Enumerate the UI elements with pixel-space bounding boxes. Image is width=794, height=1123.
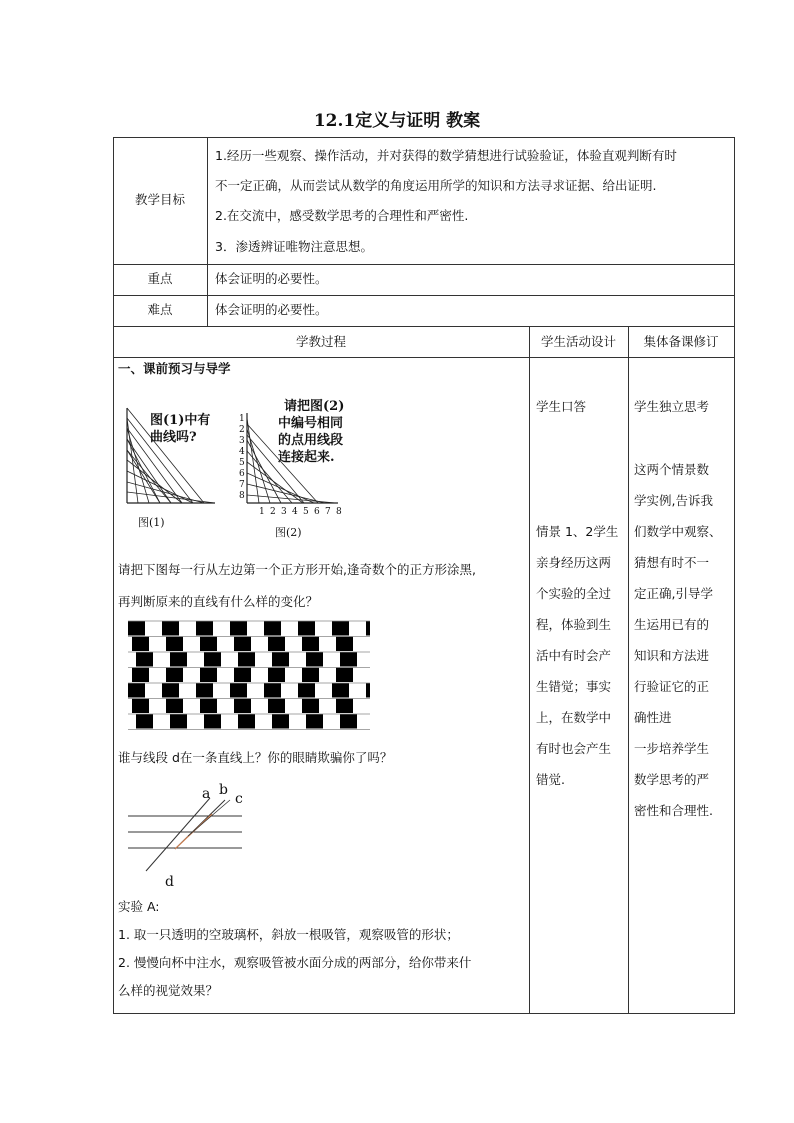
fig1-text-line2: 曲线吗? [150,430,197,445]
fig1-caption: 图(1) [138,516,165,529]
cafe-tile [162,683,179,698]
instruction-line: 请把下图每一行从左边第一个正方形开始,逢奇数个的正方形涂黑, [118,562,476,577]
svg-text:2: 2 [239,425,245,435]
line-illusion-figure [120,778,260,893]
difficulty-label: 难点 [147,302,173,317]
cafe-tile [234,668,251,683]
fig2-text-line1: 请把图(2) [284,399,345,414]
cafe-tile [268,637,285,652]
header-revision: 集体备课修订 [643,334,719,349]
svg-text:7: 7 [325,507,331,517]
cafe-tile [264,621,281,636]
fig2-text-line3: 的点用线段 [278,433,344,448]
question-line: 谁与线段 d在一条直线上？你的眼睛欺骗你了吗？ [118,750,393,765]
svg-text:8: 8 [239,491,245,501]
cafe-tile [234,699,251,714]
svg-text:1: 1 [239,414,245,424]
cafe-tile [196,621,213,636]
cafe-tile [196,683,213,698]
cafe-tile [238,652,255,667]
cafe-tile [200,668,217,683]
cafe-tile [272,714,289,729]
experiment-step: 么样的视觉效果？ [118,983,219,998]
cafe-tile [302,699,319,714]
cafe-tile [136,714,153,729]
cafe-tile [306,714,323,729]
cafe-tile [298,621,315,636]
objective-line: 不一定正确，从而尝试从数学的角度运用所学的知识和方法寻求证据、给出证明. [215,178,657,193]
cafe-tile [136,652,153,667]
svg-text:5: 5 [303,507,309,517]
cafe-tile [162,621,179,636]
svg-text:6: 6 [239,469,245,479]
objective-line: 3．渗透辨证唯物注意思想。 [215,239,373,254]
cafe-tile [366,621,370,636]
revision-text: 这两个情景数 学实例,告诉我 们数学中观察、 猜想有时不一 定正确,引导学 生运用已有的 知识和方法进 行验证它的正 确性进 一步培养学生 数学思考的严 密性和合理性. [634,462,722,818]
cafe-tile [336,637,353,652]
difficulty-value: 体会证明的必要性。 [215,302,328,317]
section-heading: 一、课前预习与导学 [118,361,231,376]
fig2-caption: 图(2) [275,526,302,538]
cafe-tile [200,637,217,652]
svg-text:7: 7 [239,480,245,490]
experiment-step: 1. 取一只透明的空玻璃杯，斜放一根吸管，观察吸管的形状； [118,927,459,942]
cafe-tile [298,683,315,698]
key-point-value: 体会证明的必要性。 [215,271,328,286]
cafe-tile [166,699,183,714]
cafe-tile [340,652,357,667]
cafe-tile [132,668,149,683]
cafe-tile [204,652,221,667]
cafe-tile [302,637,319,652]
cafe-tile [132,637,149,652]
objective-line: 2.在交流中，感受数学思考的合理性和严密性. [215,208,469,223]
cafe-tile [230,621,247,636]
svg-text:3: 3 [239,436,245,446]
cafe-tile [234,637,251,652]
svg-text:4: 4 [292,507,298,517]
svg-text:2: 2 [270,507,276,517]
svg-text:5: 5 [239,458,245,468]
cafe-tile [366,683,370,698]
cafe-tile [268,668,285,683]
cafe-tile [204,714,221,729]
cafe-tile [332,621,349,636]
cafe-tile [306,652,323,667]
svg-text:1: 1 [259,507,265,517]
label-b: b [219,782,228,798]
cafe-tile [200,699,217,714]
cafe-tile [302,668,319,683]
objectives-label: 教学目标 [134,192,185,207]
cafe-tile [170,652,187,667]
objective-line: 1.经历一些观察、操作活动，并对获得的数学猜想进行试验验证，体验直观判断有时 [215,148,677,163]
cafe-tile [272,652,289,667]
experiment-title: 实验 A: [118,899,160,914]
svg-text:4: 4 [239,447,245,457]
fig2-text-line4: 连接起来. [278,450,335,465]
cafe-tile [128,683,145,698]
header-activity: 学生活动设计 [540,334,616,349]
label-c: c [235,791,243,807]
cafe-tile [336,699,353,714]
page-title: 12.1定义与证明 教案 [313,111,481,131]
cafe-tile [340,714,357,729]
cafe-wall-illusion [128,620,370,736]
svg-text:6: 6 [314,507,320,517]
svg-text:8: 8 [336,507,342,517]
cafe-tile [230,683,247,698]
cafe-tile [336,668,353,683]
cafe-tile [166,668,183,683]
svg-text:3: 3 [281,507,287,517]
cafe-tile [332,683,349,698]
cafe-tile [128,621,145,636]
cafe-tile [132,699,149,714]
fig2-text-line2: 中编号相同 [278,416,344,431]
activity-text: 情景 1、2学生 亲身经历这两 个实验的全过 程，体验到生 活中有时会产 生错觉；事实 上，在数学中 有时也会产生 错觉. [536,524,619,787]
header-process: 学教过程 [295,334,346,349]
key-point-label: 重点 [147,271,173,286]
instruction-line: 再判断原来的直线有什么样的变化？ [118,594,319,609]
label-a: a [202,786,211,802]
experiment-step: 2. 慢慢向杯中注水，观察吸管被水面分成的两部分，给你带来什 [118,955,472,970]
activity-answer: 学生口答 [536,399,587,414]
label-d: d [165,874,174,890]
cafe-tile [170,714,187,729]
cafe-tile [166,637,183,652]
revision-think: 学生独立思考 [634,399,710,414]
cafe-tile [238,714,255,729]
cafe-tile [268,699,285,714]
curve-figures [118,388,358,538]
fig1-text-line1: 图(1)中有 [150,413,211,428]
cafe-tile [264,683,281,698]
